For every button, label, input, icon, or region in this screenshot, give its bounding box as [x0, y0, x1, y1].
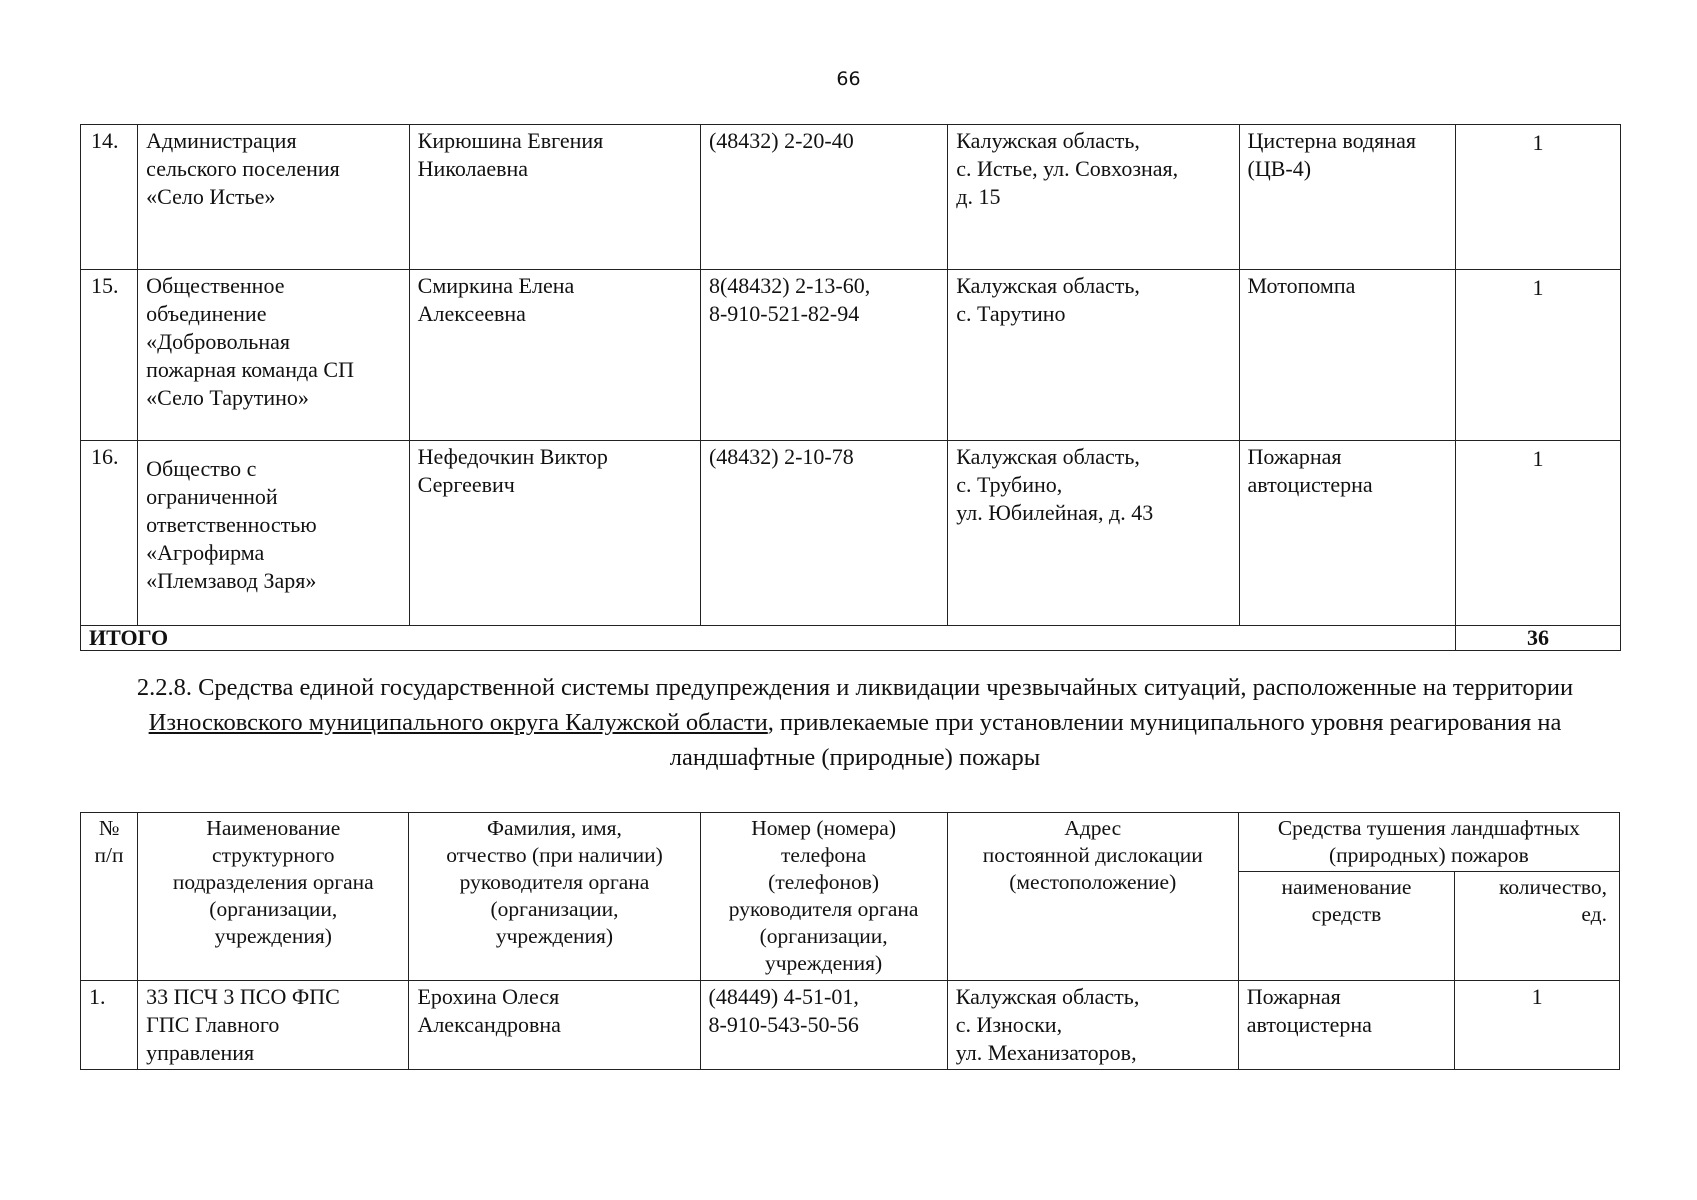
text-line: 8(48432) 2-13-60,: [708, 273, 871, 298]
header-address: [947, 813, 1238, 981]
total-label: ИТОГО: [81, 626, 1456, 651]
text-line: с. Тарутино: [956, 301, 1066, 326]
row-number: 14.: [81, 125, 138, 270]
text-line: (48432) 2-10-78: [708, 444, 854, 469]
text-line: (телефонов): [768, 870, 880, 894]
text-line: (ЦВ-4): [1247, 156, 1312, 181]
table-row: [81, 125, 1621, 270]
text-line: Пожарная: [1246, 984, 1341, 1009]
means-cell: [1239, 441, 1456, 626]
text-line: количество,: [1498, 875, 1607, 899]
text-line: Калужская область,: [956, 444, 1140, 469]
text-line: «Агрофирма: [146, 540, 265, 565]
section-heading-suffix: , привлекаемые при установлении муниципального уровня реагирования на ландшафтные (природные) пожары: [669, 709, 1562, 771]
text-line: с. Износки,: [955, 1012, 1063, 1037]
header-means-qty: [1455, 872, 1620, 981]
text-line: Мотопомпа: [1247, 273, 1356, 298]
section-heading: [110, 670, 1600, 775]
emergency-means-table: [80, 812, 1620, 1070]
text-line: ГПС Главного: [146, 1012, 280, 1037]
text-line: Адрес: [1064, 816, 1122, 840]
phone-cell: [700, 270, 947, 441]
text-line: сельского поселения: [146, 156, 340, 181]
text-line: Администрация: [146, 128, 297, 153]
text-line: Средства тушения ландшафтных: [1277, 816, 1580, 840]
head-cell: [409, 441, 700, 626]
text-line: Цистерна водяная: [1247, 128, 1416, 153]
header-phone: [700, 813, 947, 981]
text-line: (местоположение): [1009, 870, 1177, 894]
means-cell: [1239, 270, 1456, 441]
text-line: Александровна: [417, 1012, 561, 1037]
text-line: Алексеевна: [417, 301, 526, 326]
table-row: [81, 441, 1621, 626]
section-heading-underlined: Износковского муниципального округа Калужской области: [148, 709, 768, 736]
header-head: [409, 813, 700, 981]
text-line: ул. Механизаторов,: [955, 1040, 1137, 1065]
text-line: отчество (при наличии): [446, 843, 663, 867]
row-number: 1.: [81, 981, 138, 1070]
text-line: Общество с: [146, 456, 257, 481]
address-cell: [948, 441, 1239, 626]
text-line: Калужская область,: [956, 128, 1140, 153]
text-line: ул. Юбилейная, д. 43: [956, 500, 1154, 525]
text-line: «Добровольная: [146, 329, 290, 354]
text-line: Номер (номера): [751, 816, 896, 840]
address-cell: [948, 270, 1239, 441]
text-line: Калужская область,: [955, 984, 1140, 1009]
text-line: Сергеевич: [417, 472, 515, 497]
org-cell: [138, 125, 410, 270]
text-line: ответственностью: [146, 512, 317, 537]
text-line: телефона: [781, 843, 867, 867]
text-line: (организации,: [490, 897, 619, 921]
text-line: (организации,: [209, 897, 338, 921]
text-line: с. Истье, ул. Совхозная,: [956, 156, 1179, 181]
text-line: Общественное: [146, 273, 285, 298]
quantity-cell: 1: [1456, 270, 1621, 441]
text-line: Нефедочкин Виктор: [417, 444, 608, 469]
org-cell: [138, 441, 410, 626]
text-line: 8-910-543-50-56: [708, 1012, 859, 1037]
text-line: учреждения): [764, 951, 883, 975]
equipment-table-continued: [80, 124, 1621, 651]
text-line: ограниченной: [146, 484, 278, 509]
header-num: [81, 813, 138, 981]
text-line: руководителя органа: [459, 870, 650, 894]
header-org: [138, 813, 409, 981]
text-line: «Село Тарутино»: [146, 385, 309, 410]
header-row: [81, 813, 1620, 872]
total-value: 36: [1456, 626, 1621, 651]
page-number: 66: [836, 68, 861, 90]
text-line: Кирюшина Евгения: [417, 128, 604, 153]
text-line: (природных) пожаров: [1329, 843, 1529, 867]
text-line: «Племзавод Заря»: [146, 568, 317, 593]
head-cell: [409, 125, 700, 270]
text-line: п/п: [94, 843, 124, 867]
phone-cell: [700, 125, 947, 270]
text-line: (организации,: [759, 924, 888, 948]
text-line: автоцистерна: [1246, 1012, 1372, 1037]
text-line: Пожарная: [1247, 444, 1342, 469]
text-line: средств: [1311, 902, 1382, 926]
text-line: учреждения): [495, 924, 614, 948]
text-line: Николаевна: [417, 156, 529, 181]
text-line: руководителя органа: [728, 897, 919, 921]
row-number: 15.: [81, 270, 138, 441]
text-line: №: [98, 816, 120, 840]
header-means-group: [1238, 813, 1619, 872]
org-cell: [138, 270, 410, 441]
means-cell: [1239, 125, 1456, 270]
text-line: 8-910-521-82-94: [708, 301, 860, 326]
text-line: д. 15: [956, 184, 1001, 209]
head-cell: [409, 270, 700, 441]
text-line: (48449) 4-51-01,: [708, 984, 859, 1009]
text-line: объединение: [146, 301, 267, 326]
row-number: 16.: [81, 441, 138, 626]
table-row: [81, 981, 1620, 1070]
total-row: [81, 626, 1621, 651]
text-line: ед.: [1581, 902, 1607, 926]
text-line: пожарная команда СП: [146, 357, 354, 382]
text-line: (48432) 2-20-40: [708, 128, 854, 153]
text-line: Смиркина Елена: [417, 273, 575, 298]
text-line: 33 ПСЧ 3 ПСО ФПС: [146, 984, 340, 1009]
text-line: управления: [146, 1040, 255, 1065]
address-cell: [947, 981, 1238, 1070]
text-line: автоцистерна: [1247, 472, 1373, 497]
header-means-name: [1238, 872, 1454, 981]
quantity-cell: 1: [1456, 125, 1621, 270]
table-row: [81, 270, 1621, 441]
text-line: с. Трубино,: [956, 472, 1063, 497]
quantity-cell: 1: [1456, 441, 1621, 626]
text-line: Наименование: [206, 816, 341, 840]
phone-cell: [700, 981, 947, 1070]
text-line: Калужская область,: [956, 273, 1140, 298]
text-line: наименование: [1281, 875, 1412, 899]
phone-cell: [700, 441, 947, 626]
address-cell: [948, 125, 1239, 270]
text-line: Фамилия, имя,: [487, 816, 622, 840]
quantity-cell: 1: [1455, 981, 1620, 1070]
text-line: подразделения органа: [172, 870, 374, 894]
means-cell: [1238, 981, 1454, 1070]
text-line: структурного: [212, 843, 335, 867]
section-heading-prefix: 2.2.8. Средства единой государственной системы предупреждения и ликвидации чрезвычайных ситуаций, расположенные на территории: [136, 674, 1574, 701]
text-line: учреждения): [214, 924, 332, 948]
text-line: Ерохина Олеся: [417, 984, 560, 1009]
text-line: постоянной дислокации: [982, 843, 1203, 867]
org-cell: [138, 981, 409, 1070]
text-line: «Село Истье»: [146, 184, 276, 209]
head-cell: [409, 981, 700, 1070]
